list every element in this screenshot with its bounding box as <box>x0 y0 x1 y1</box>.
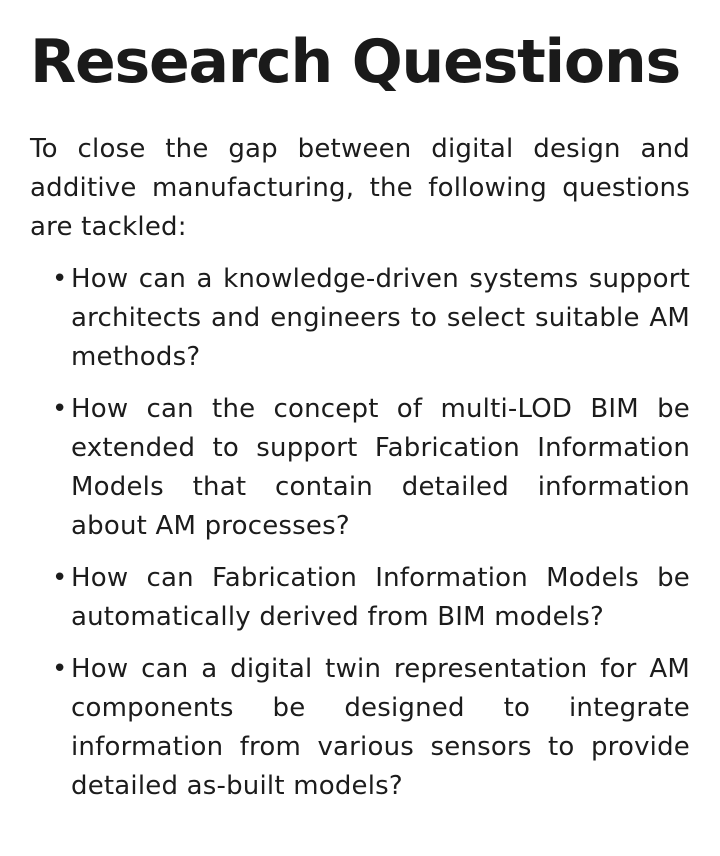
bullet-icon: • <box>52 394 68 424</box>
question-text: How can Fabrication Information Models be automatically derived from BIM models? <box>71 563 690 632</box>
bullet-icon: • <box>52 654 68 684</box>
question-text: How can a knowledge-driven systems support architects and engineers to select suitable AM methods? <box>71 264 690 372</box>
list-item <box>30 260 690 377</box>
question-text: How can a digital twin representation for AM components be designed to integrate information from various sensors to provide detailed as-built models? <box>71 654 690 801</box>
intro-paragraph: To close the gap between digital design and additive manufacturing, the following questions are tackled: <box>30 134 690 242</box>
list-item <box>30 650 690 806</box>
slide-title: Research Questions <box>30 27 680 97</box>
list-item <box>30 390 690 546</box>
bullet-icon: • <box>52 563 68 593</box>
question-text: How can the concept of multi-LOD BIM be extended to support Fabrication Information Models that contain detailed information about AM processes? <box>71 394 690 541</box>
bullet-icon: • <box>52 264 68 294</box>
list-item <box>30 559 690 637</box>
research-questions-list <box>30 260 690 806</box>
